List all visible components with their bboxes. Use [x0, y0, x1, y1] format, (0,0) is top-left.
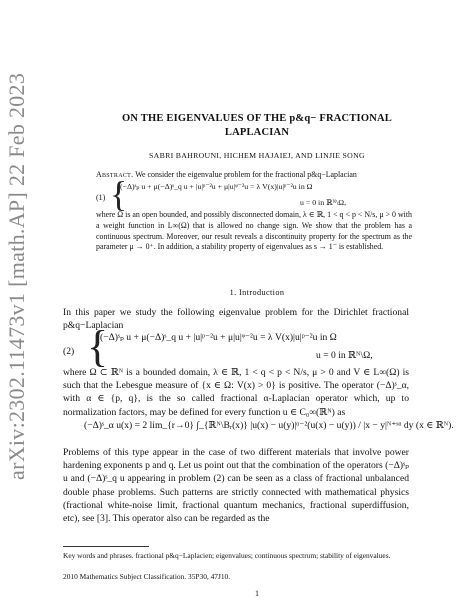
section-heading-introduction: 1. Introduction — [229, 288, 285, 297]
fractional-laplacian-definition: (−Δ)ˢ_α u(x) = 2 lim_{r→0} ∫_{ℝᴺ\Bᵣ(x)} |u(x) − u(y)|ᵅ⁻²(u(x) − u(y)) / |x − y|ᴺ⁺ˢᵅ dy (x ∈ ℝᴺ). — [84, 420, 454, 431]
footnote-keywords: Key words and phrases. fractional p&q−Laplacien; eigenvalues; continuous spectrum; stability of eigenvalues. — [63, 551, 391, 560]
footnote-msc: 2010 Mathematics Subject Classification. 35P30, 47J10. — [63, 572, 231, 581]
abstract-label: Abstract. — [96, 170, 134, 179]
intro-paragraph-2: where Ω ⊂ ℝᴺ is a bounded domain, λ ∈ ℝ, 1 < q < p < N/s, μ > 0 and V ∈ L∞(Ω) is such that the Lebesgue measure of {x ∈ Ω: V(x) > 0} is positive. The operator (−Δ)ˢ_α, with α ∈ {p, q}, is the so called fractional α-Laplacian operator which, up to normalization factors, may be defined for every function u ∈ C₀∞(ℝᴺ) as — [63, 367, 409, 418]
footnote-divider — [63, 546, 149, 547]
intro-paragraph-3: Problems of this type appear in the case of two different materials that involve power hardening exponents p and q. Let us point out that the combination of the operators (−Δ)ˢₚ u and (−Δ)ˢ_q u appearing in problem (2) can be seen as a class of fractional unbalanced double phase problems. Such patterns are strictly connected with mathematical physics (fractional white-noise limit, fractional quantum mechanics, fractional superdiffusion, etc), see [3]. This operator also can be regarded as the — [63, 447, 409, 525]
equation-1-line-2: u = 0 in ℝᴺ\Ω, — [300, 198, 347, 207]
equation-2-line-1: (−Δ)ˢₚ u + μ(−Δ)ˢ_q u + |u|ᵖ⁻²u + μ|u|ᵠ⁻²u = λ V(x)|u|ᵖ⁻²u in Ω — [100, 332, 337, 343]
equation-2-brace: { — [87, 322, 109, 371]
paper-title — [40, 112, 474, 140]
equation-1-label: (1) — [96, 193, 106, 202]
equation-1-brace: { — [110, 174, 128, 214]
abstract-intro-text: We consider the eigenvalue problem for the fractional p&q−Laplacian — [135, 170, 357, 179]
abstract-intro — [96, 170, 412, 181]
equation-1-line-1: (−Δ)ˢₚ u + μ(−Δ)ˢ_q u + |u|ᵖ⁻²u + μ|u|ᵠ⁻²u = λ V(x)|u|ᵖ⁻²u in Ω — [120, 182, 313, 191]
title-line-2: LAPLACIAN — [224, 127, 290, 138]
equation-2-label: (2) — [63, 346, 75, 357]
intro-paragraph-1: In this paper we study the following eigenvalue problem for the Dirichlet fractional p&q−Laplacian — [63, 307, 409, 332]
title-line-1: ON THE EIGENVALUES OF THE p&q− FRACTIONAL — [122, 113, 392, 124]
abstract-body: where Ω is an open bounded, and possibly disconnected domain, λ ∈ ℝ, 1 < q < p < N/s, μ > 0 with a weight function in L∞(Ω) that is allowed no change sign. We show that the problem has a continuous spectrum. Moreover, our result reveals a discontinuity property for the spectrum as the parameter μ → 0⁺. In addition, a stability property of eigenvalues as s → 1⁻ is established. — [96, 210, 412, 252]
arxiv-identifier-stamp: arXiv:2302.11473v1 [math.AP] 22 Feb 2023 — [4, 72, 29, 480]
equation-2-line-2: u = 0 in ℝᴺ\Ω, — [316, 350, 373, 361]
author-list: SABRI BAHROUNI, HICHEM HAJAIEJ, AND LINJIE SONG — [149, 151, 365, 160]
page-number: 1 — [255, 589, 259, 598]
